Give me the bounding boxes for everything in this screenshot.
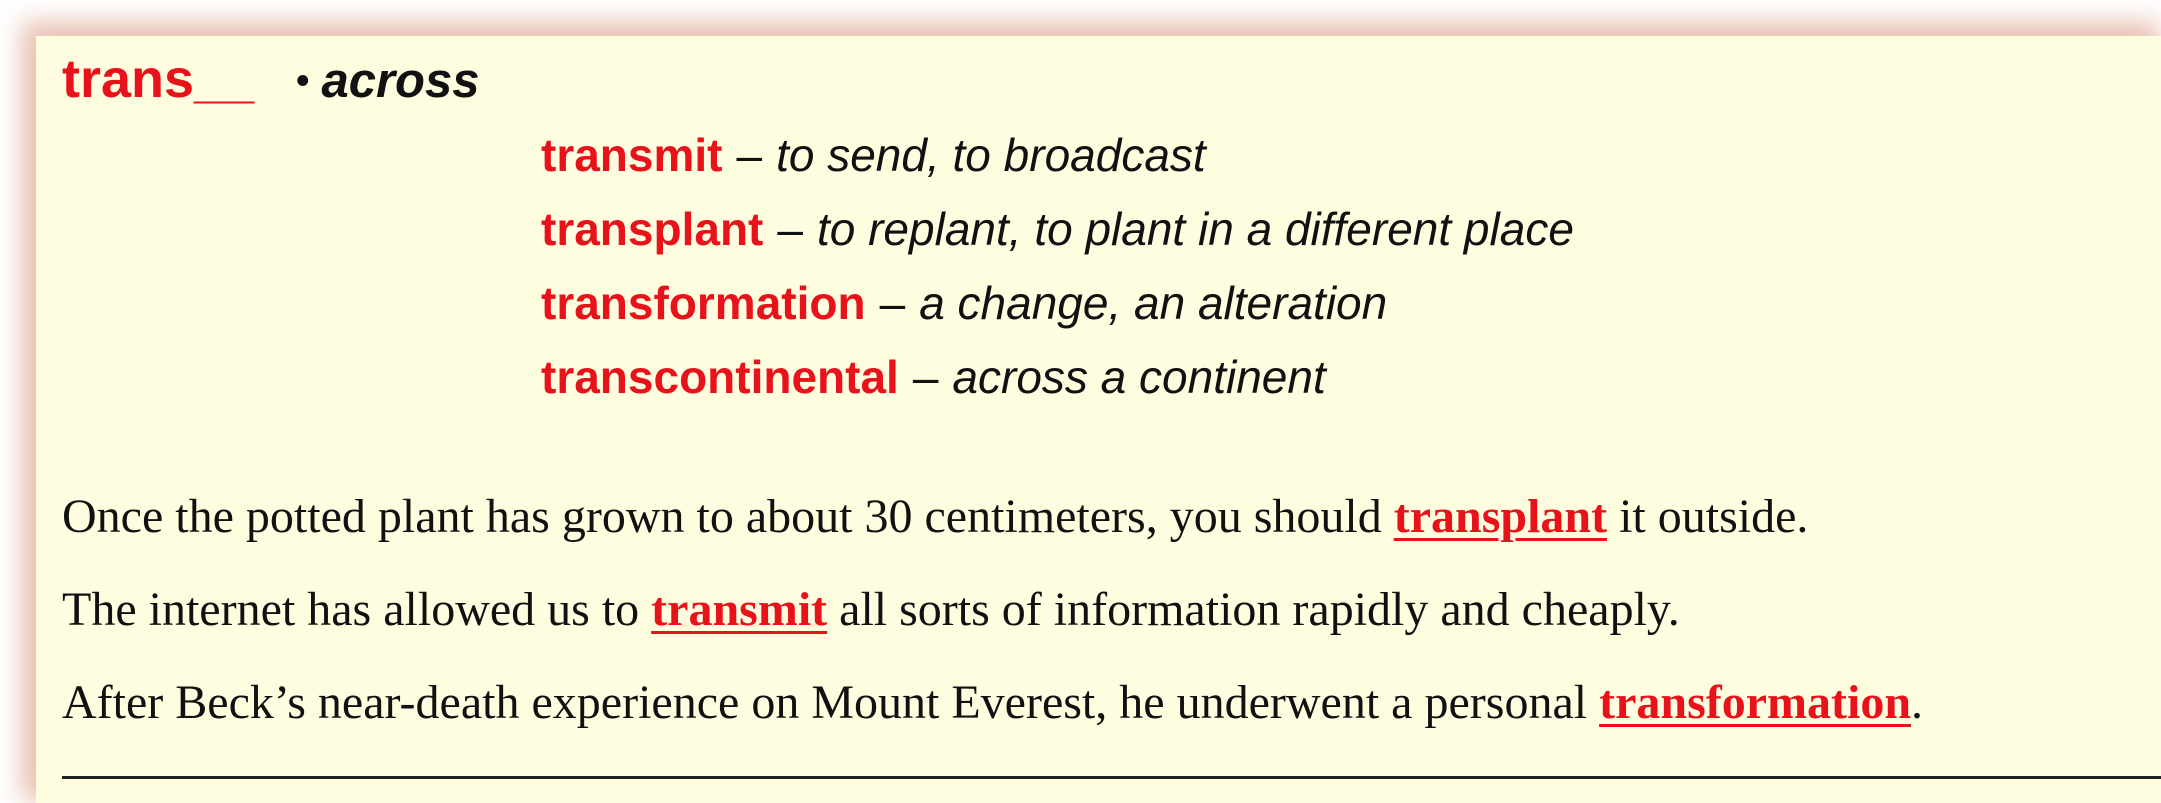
- sentence-text: it outside.: [1607, 490, 1809, 543]
- word-term: transcontinental: [541, 351, 899, 403]
- word-dash: –: [777, 203, 803, 255]
- root-word: trans__: [62, 49, 255, 109]
- example-sentences: [62, 470, 1923, 749]
- sentence-text: .: [1911, 676, 1924, 729]
- word-definition: to replant, to plant in a different place: [816, 203, 1574, 255]
- word-entry: [541, 192, 1574, 266]
- key-word: transformation: [1599, 676, 1912, 729]
- example-sentence: [62, 563, 1923, 656]
- sentence-text: all sorts of information rapidly and cheaply.: [827, 583, 1680, 636]
- key-word: transplant: [1393, 490, 1608, 543]
- example-sentence: [62, 656, 1923, 749]
- word-term: transmit: [541, 129, 723, 181]
- example-sentence: [62, 470, 1923, 563]
- word-dash: –: [912, 351, 939, 403]
- key-word: transmit: [651, 583, 828, 636]
- word-term: transplant: [541, 203, 764, 255]
- word-definition: a change, an alteration: [919, 277, 1388, 329]
- word-entry: [541, 340, 1574, 414]
- word-definition: across a continent: [952, 351, 1326, 403]
- word-entry: [541, 118, 1574, 192]
- bullet-icon: •: [296, 60, 310, 102]
- sentence-text: After Beck’s near-death experience on Mount Everest, he underwent a personal: [62, 676, 1600, 729]
- word-dash: –: [736, 129, 763, 181]
- root-heading: [62, 48, 479, 138]
- root-meaning: across: [321, 54, 480, 108]
- vocabulary-card: [36, 36, 2161, 803]
- word-list: [541, 118, 1574, 414]
- answer-line: [62, 776, 2161, 779]
- word-entry: [541, 266, 1574, 340]
- word-dash: –: [879, 277, 906, 329]
- sentence-text: The internet has allowed us to: [62, 583, 652, 636]
- word-definition: to send, to broadcast: [776, 129, 1206, 181]
- sentence-text: Once the potted plant has grown to about 30 centimeters, you should: [62, 490, 1394, 543]
- word-term: transformation: [541, 277, 866, 329]
